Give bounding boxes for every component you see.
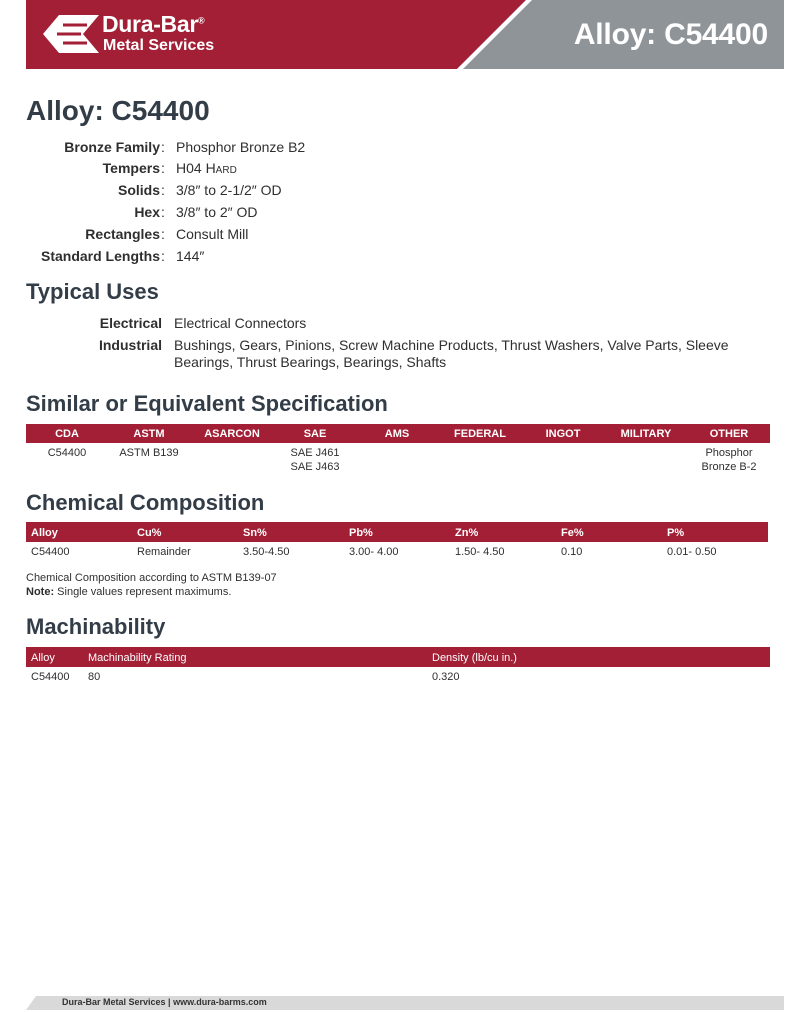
property-colon: : <box>161 226 165 242</box>
table-cell: 0.320 <box>432 671 460 683</box>
brand-name: Dura-Bar® <box>102 11 205 37</box>
property-label: Standard Lengths <box>40 248 160 264</box>
property-value: H04 Hard <box>176 160 237 176</box>
column-header: ASARCON <box>204 428 260 440</box>
page-title: Alloy: C54400 <box>26 95 210 126</box>
table-cell: C54400 <box>47 447 87 459</box>
maximums-note: Note: Single values represent maximums. <box>26 586 232 598</box>
property-value: 3/8″ to 2-1/2″ OD <box>176 182 282 198</box>
typical-uses-heading: Typical Uses <box>26 279 159 304</box>
property-label: Hex <box>134 204 160 220</box>
table-row <box>26 447 770 477</box>
table-row <box>26 671 770 685</box>
page-footer <box>26 996 784 1010</box>
column-header: Density (lb/cu in.) <box>432 652 517 664</box>
property-colon: : <box>161 248 165 264</box>
column-header: AMS <box>384 428 410 440</box>
dura-bar-logo-icon <box>43 15 99 53</box>
property-label: Tempers <box>102 160 160 176</box>
table-cell: 80 <box>88 671 101 683</box>
composition-note: Chemical Composition according to ASTM B139-07 <box>26 572 277 584</box>
chemical-composition-heading: Chemical Composition <box>26 490 265 515</box>
table-cell: ASTM B139 <box>119 447 179 459</box>
table-cell: C54400 <box>31 671 70 683</box>
column-header: MILITARY <box>620 428 672 440</box>
table-cell: SAE J461 <box>290 447 340 459</box>
spec-table-header <box>26 424 770 443</box>
use-label: Electrical <box>99 315 162 331</box>
page-header <box>26 0 784 69</box>
column-header: Fe% <box>561 527 584 539</box>
column-header: Cu% <box>137 527 162 539</box>
table-cell: SAE J463 <box>290 461 340 473</box>
table-cell: 3.50-4.50 <box>243 546 290 558</box>
use-value: Bushings, Gears, Pinions, Screw Machine Products, Thrust Washers, Valve Parts, Sleeve Bearings, Thrust Bearings, Bearings, Shafts <box>174 337 729 370</box>
column-header: CDA <box>55 428 79 440</box>
column-header: Pb% <box>349 527 373 539</box>
chem-table-header <box>26 522 768 542</box>
table-cell: Phosphor <box>705 447 753 459</box>
table-cell: 3.00- 4.00 <box>349 546 399 558</box>
machinability-table-header <box>26 647 770 667</box>
column-header: Alloy <box>31 652 55 664</box>
table-cell: Bronze B-2 <box>701 461 757 473</box>
use-label: Industrial <box>98 337 162 353</box>
table-cell: C54400 <box>31 546 70 558</box>
property-label: Rectangles <box>85 226 160 242</box>
column-header: OTHER <box>709 428 749 440</box>
column-header: Machinability Rating <box>88 652 187 664</box>
property-value: 3/8″ to 2″ OD <box>176 204 258 220</box>
property-colon: : <box>161 160 165 176</box>
column-header: FEDERAL <box>454 428 506 440</box>
table-cell: 0.01- 0.50 <box>667 546 717 558</box>
column-header: INGOT <box>545 428 581 440</box>
specification-heading: Similar or Equivalent Specification <box>26 391 388 416</box>
column-header: ASTM <box>133 428 165 440</box>
header-title: Alloy: C54400 <box>573 18 768 51</box>
table-cell: Remainder <box>137 546 191 558</box>
table-row <box>26 546 768 560</box>
column-header: SAE <box>303 428 327 440</box>
footer-text: Dura-Bar Metal Services | www.dura-barms.com <box>62 997 267 1007</box>
property-value: Consult Mill <box>176 226 249 242</box>
brand-subtitle: Metal Services <box>103 37 215 54</box>
column-header: Sn% <box>243 527 267 539</box>
column-header: Alloy <box>31 527 58 539</box>
property-colon: : <box>161 182 165 198</box>
table-cell: 0.10 <box>561 546 583 558</box>
use-value: Electrical Connectors <box>174 315 307 331</box>
column-header: Zn% <box>455 527 479 539</box>
table-cell: 1.50- 4.50 <box>455 546 505 558</box>
property-label: Bronze Family <box>64 139 160 155</box>
property-label: Solids <box>117 182 160 198</box>
property-colon: : <box>161 139 165 155</box>
property-value: 144″ <box>176 248 205 264</box>
property-colon: : <box>161 204 165 220</box>
machinability-heading: Machinability <box>26 614 166 639</box>
property-value: Phosphor Bronze B2 <box>176 139 306 155</box>
column-header: P% <box>667 527 685 539</box>
